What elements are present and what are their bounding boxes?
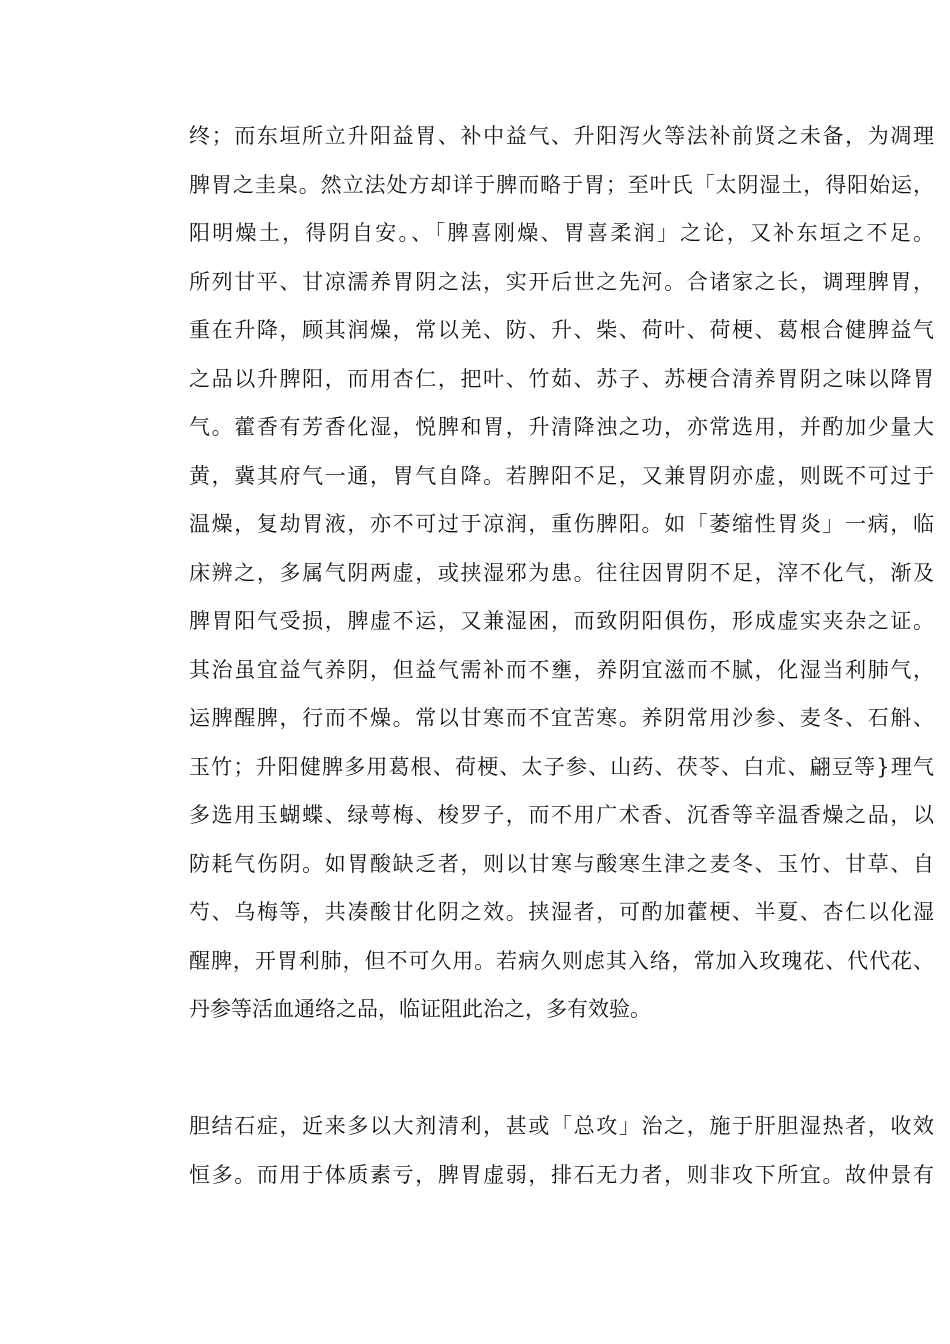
text-line: 重在升降，顾其润燥，常以羌、防、升、柴、荷叶、荷梗、葛根合健脾益气: [189, 318, 934, 342]
text-line: 之品以升脾阳，而用杏仁，把叶、竹茹、苏子、苏梗合清养胃阴之味以降胃: [189, 366, 934, 391]
text-line: 终；而东垣所立升阳益胃、补中益气、升阳泻火等法补前贤之未备，为凋理: [189, 124, 934, 148]
text-line: 脾胃之圭臬。然立法处方却详于脾而略于胃；至叶氏「太阴湿土，得阳始运，: [189, 172, 934, 197]
text-line: 脾胃阳气受损，脾虚不运，又兼湿困，而致阴阳俱伤，形成虚实夹杂之证。: [189, 609, 934, 633]
text-line: 芍、乌梅等，共凑酸甘化阴之效。挟湿者，可酌加藿梗、半夏、杏仁以化湿: [189, 900, 934, 924]
text-line: 胆结石症，近来多以大剂清利，甚或「总攻」治之，施于肝胆湿热者，收效: [189, 1114, 934, 1138]
paragraph-2: [189, 1108, 934, 1205]
text-line: 阳明燥土，得阴自安。、「脾喜刚燥、胃喜柔润」之论，又补东垣之不足。: [189, 221, 934, 245]
text-line: 运脾醒脾，行而不燥。常以甘寒而不宜苦寒。养阴常用沙参、麦冬、石斛、: [189, 706, 934, 730]
text-line: 多选用玉蝴蝶、绿萼梅、梭罗子，而不用广术香、沉香等辛温香燥之品，以: [189, 803, 934, 827]
text-line: 玉竹；升阳健脾多用葛根、荷梗、太子参、山药、茯苓、白朮、翩豆等}理气: [189, 754, 934, 779]
text-line: 气。藿香有芳香化湿，悦脾和胃，升清降浊之功，亦常选用，并酌加少量大: [189, 415, 934, 439]
text-line: 防耗气伤阴。如胃酸缺乏者，则以甘寒与酸寒生津之麦冬、玉竹、甘草、自: [189, 851, 934, 876]
text-line: 丹参等活血通络之品，临证阻此治之，多有效验。: [189, 997, 651, 1021]
text-line: 黄，冀其府气一通，胃气自降。若脾阳不足，又兼胃阴亦虚，则既不可过于: [189, 463, 934, 488]
text-line: 恒多。而用于体质素亏，脾胃虚弱，排石无力者，则非攻下所宜。故仲景有: [189, 1162, 934, 1187]
text-line: 醒脾，开胃利肺，但不可久用。若病久则虑其入络，常加入玫瑰花、代代花、: [189, 948, 934, 973]
text-line: 其治虽宜益气养阴，但益气需补而不壅，养阴宜滋而不腻，化湿当利肺气，: [189, 657, 934, 682]
text-line: 温燥，复劫胃液，亦不可过于凉润，重伤脾阳。如「萎缩性胃炎」一病，临: [189, 512, 934, 536]
text-line: 所列甘平、甘凉濡养胃阴之法，实开后世之先河。合诸家之长，调理脾胃，: [189, 269, 934, 294]
text-line: 床辨之，多属气阴两虚，或挟湿邪为患。往往因胃阴不足，滓不化气，渐及: [189, 560, 934, 585]
paragraph-1: [189, 118, 934, 1040]
